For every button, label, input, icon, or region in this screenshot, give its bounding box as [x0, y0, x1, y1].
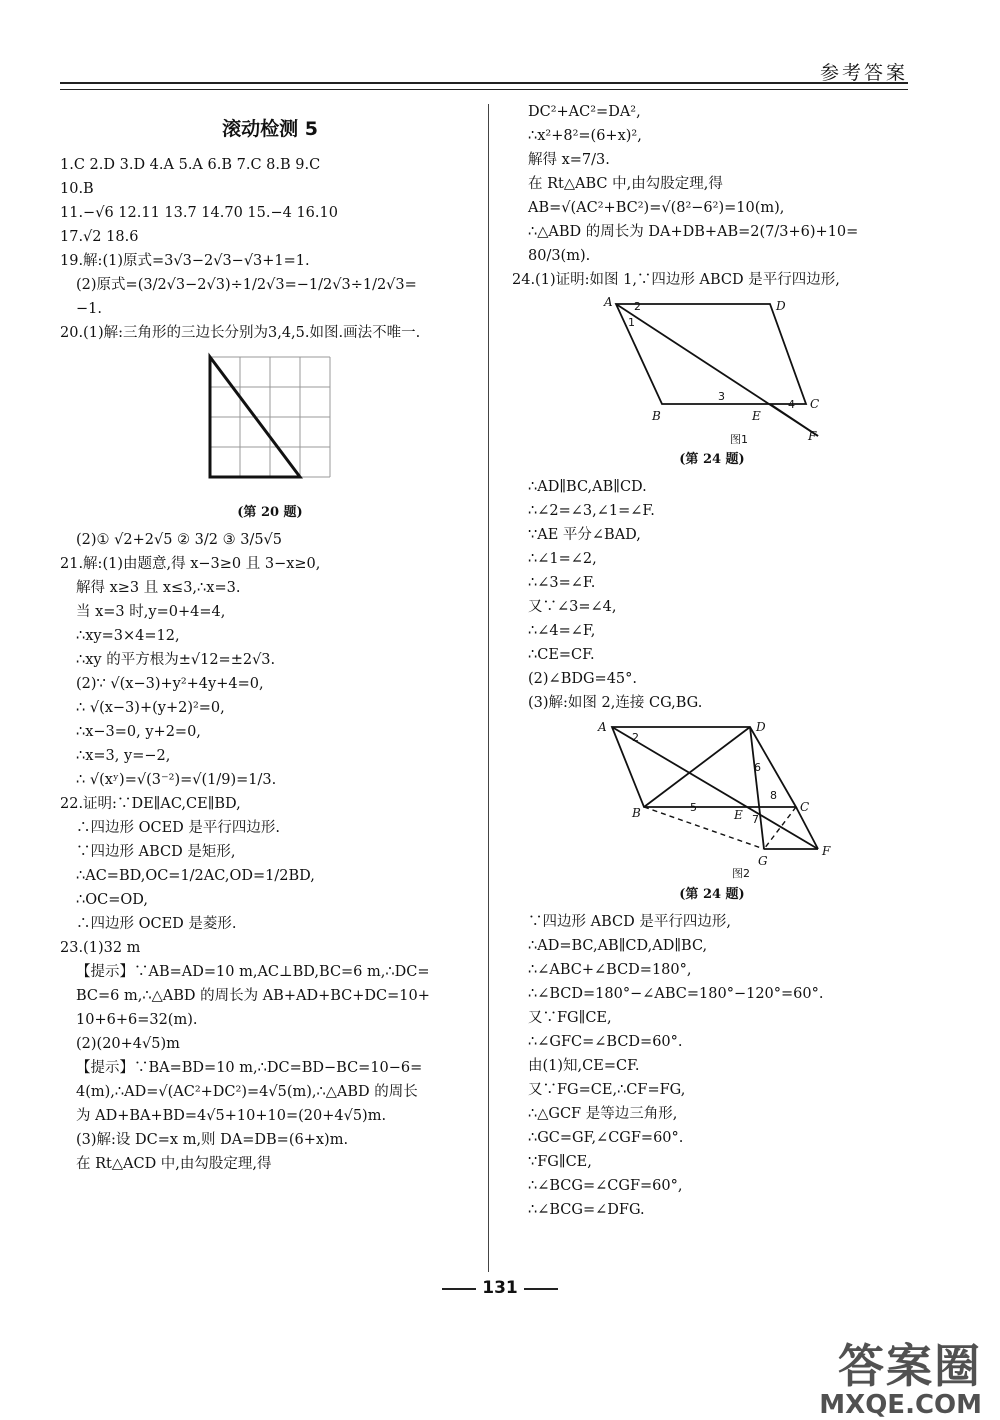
answer-line: 21.解:(1)由题意,得 x−3≥0 且 3−x≥0,: [60, 556, 321, 572]
answer-line: 4(m),∴AD=√(AC²+DC²)=4√5(m),∴△ABD 的周长: [76, 1084, 418, 1100]
answer-line: AB=√(AC²+BC²)=√(8²−6²)=10(m),: [528, 200, 785, 216]
answer-line: 解得 x≥3 且 x≤3,∴x=3.: [76, 580, 241, 596]
svg-text:E: E: [734, 808, 743, 822]
answer-line: 22.证明:∵DE∥AC,CE∥BD,: [60, 796, 241, 812]
svg-text:3: 3: [718, 390, 725, 403]
answer-line: −1.: [76, 301, 102, 317]
answer-line: DC²+AC²=DA²,: [528, 104, 641, 120]
svg-text:6: 6: [754, 761, 761, 774]
right-answers-part-3: [512, 910, 912, 1222]
answer-line: 又∵FG=CE,∴CF=FG,: [528, 1082, 686, 1098]
answer-line: (2)∠BDG=45°.: [528, 671, 638, 687]
answer-line: 解得 x=7/3.: [528, 152, 610, 168]
answer-line: 24.(1)证明:如图 1,∵四边形 ABCD 是平行四边形,: [512, 272, 840, 288]
fig1-point-e: E: [752, 409, 761, 423]
fig1-point-f: F: [808, 429, 817, 443]
answer-line: ∴四边形 OCED 是菱形.: [76, 916, 237, 932]
answer-line: ∴xy=3×4=12,: [76, 628, 180, 644]
answer-line: ∴∠BCD=180°−∠ABC=180°−120°=60°.: [528, 986, 824, 1002]
answer-line: (2)∵ √(x−3)+y²+4y+4=0,: [76, 676, 264, 692]
answer-line: 19.解:(1)原式=3√3−2√3−√3+1=1.: [60, 253, 310, 269]
answer-line: 为 AD+BA+BD=4√5+10+10=(20+4√5)m.: [76, 1108, 387, 1124]
answer-line: ∴∠BCG=∠CGF=60°,: [528, 1178, 683, 1194]
answer-line: 80/3(m).: [528, 248, 591, 264]
answer-line: ∴ √(xʸ)=√(3⁻²)=√(1/9)=1/3.: [76, 772, 277, 788]
answer-line: 10+6+6=32(m).: [76, 1012, 198, 1028]
svg-text:5: 5: [690, 801, 697, 814]
answer-line: (3)解:如图 2,连接 CG,BG.: [528, 695, 703, 711]
answer-line: 17.√2 18.6: [60, 229, 139, 245]
answer-line: ∴OC=OD,: [76, 892, 148, 908]
answer-line: ∴∠1=∠2,: [528, 551, 597, 567]
watermark-logo: 答案圈 MXQE.COM: [819, 1339, 982, 1420]
answer-line: ∴∠2=∠3,∠1=∠F.: [528, 503, 655, 519]
figure-20-grid-triangle: [200, 349, 340, 497]
right-column: [512, 100, 912, 1222]
answer-line: ∵四边形 ABCD 是平行四边形,: [528, 914, 731, 930]
svg-text:8: 8: [770, 789, 777, 802]
answer-line: ∴AD∥BC,AB∥CD.: [528, 479, 647, 495]
header-title: 参考答案: [819, 62, 908, 84]
answer-line: 由(1)知,CE=CF.: [528, 1058, 640, 1074]
answer-line: (3)解:设 DC=x m,则 DA=DB=(6+x)m.: [76, 1132, 349, 1148]
header-rule: [60, 82, 908, 90]
fig1-label: 图1: [730, 433, 748, 444]
right-answers-part-1: [512, 100, 912, 292]
answer-line: ∴x−3=0, y+2=0,: [76, 724, 201, 740]
answer-line: (2)① √2+2√5 ② 3/2 ③ 3/5√5: [76, 532, 283, 548]
svg-text:7: 7: [752, 813, 759, 826]
answer-line: ∴xy 的平方根为±√12=±2√3.: [76, 652, 276, 668]
answer-line: 在 Rt△ACD 中,由勾股定理,得: [76, 1156, 272, 1172]
answer-line: ∴∠BCG=∠DFG.: [528, 1202, 645, 1218]
answer-line: ∴x=3, y=−2,: [76, 748, 171, 764]
fig1-point-d: D: [776, 299, 786, 313]
answer-line: ∵四边形 ABCD 是矩形,: [76, 844, 236, 860]
left-answers-part-1: [60, 153, 480, 345]
answer-line: 又∵FG∥CE,: [528, 1010, 612, 1026]
answer-line: 23.(1)32 m: [60, 940, 141, 956]
answer-line: ∵AE 平分∠BAD,: [528, 527, 641, 543]
figure-24-2-caption: (第 24 题): [679, 887, 745, 902]
answer-line: 20.(1)解:三角形的三边长分别为3,4,5.如图.画法不唯一.: [60, 325, 421, 341]
figure-20-caption: (第 20 题): [237, 505, 303, 520]
answer-line: ∴△ABD 的周长为 DA+DB+AB=2(7/3+6)+10=: [528, 224, 859, 240]
answer-line: 1.C 2.D 3.D 4.A 5.A 6.B 7.C 8.B 9.C: [60, 157, 321, 173]
answer-line: ∴AC=BD,OC=1/2AC,OD=1/2BD,: [76, 868, 315, 884]
svg-text:2: 2: [632, 731, 639, 744]
answer-line: ∴ √(x−3)+(y+2)²=0,: [76, 700, 225, 716]
svg-text:D: D: [756, 720, 766, 734]
answer-line: 当 x=3 时,y=0+4=4,: [76, 604, 226, 620]
svg-text:2: 2: [634, 300, 641, 313]
svg-text:G: G: [758, 854, 768, 868]
answer-line: ∴∠3=∠F.: [528, 575, 596, 591]
answer-line: ∴∠GFC=∠BCD=60°.: [528, 1034, 683, 1050]
svg-text:C: C: [800, 800, 810, 814]
answer-line: ∴x²+8²=(6+x)²,: [528, 128, 642, 144]
answer-line: 【提示】∵BA=BD=10 m,∴DC=BD−BC=10−6=: [76, 1060, 423, 1076]
page-number: 131: [0, 1278, 1000, 1298]
answer-line: (2)(20+4√5)m: [76, 1036, 180, 1052]
right-answers-part-2: [512, 475, 912, 715]
section-title: 滚动检测 5: [222, 118, 318, 140]
column-divider: [488, 104, 489, 1272]
answer-line: ∴CE=CF.: [528, 647, 595, 663]
svg-text:F: F: [822, 844, 831, 858]
svg-text:4: 4: [788, 398, 795, 411]
answer-line: ∴∠4=∠F,: [528, 623, 596, 639]
figure-24-2-parallelogram: [592, 719, 832, 879]
answer-line: ∴AD=BC,AB∥CD,AD∥BC,: [528, 938, 708, 954]
answer-line: ∴∠ABC+∠BCD=180°,: [528, 962, 692, 978]
answer-line: ∴GC=GF,∠CGF=60°.: [528, 1130, 684, 1146]
figure-24-1-parallelogram: [592, 296, 832, 444]
fig2-label: 图2: [732, 867, 750, 879]
left-answers-part-2: [60, 528, 480, 1176]
figure-24-1-caption: (第 24 题): [679, 452, 745, 467]
answer-line: 在 Rt△ABC 中,由勾股定理,得: [528, 176, 723, 192]
answer-line: (2)原式=(3/2√3−2√3)÷1/2√3=−1/2√3÷1/2√3=: [76, 277, 417, 293]
answer-line: ∵FG∥CE,: [528, 1154, 592, 1170]
answer-line: 又∵∠3=∠4,: [528, 599, 617, 615]
svg-text:A: A: [598, 720, 607, 734]
fig1-point-c: C: [810, 397, 820, 411]
svg-text:1: 1: [628, 316, 635, 329]
fig1-point-a: A: [604, 296, 613, 309]
answer-line: 11.−√6 12.11 13.7 14.70 15.−4 16.10: [60, 205, 338, 221]
fig1-point-b: B: [652, 409, 661, 423]
answer-line: 10.B: [60, 181, 94, 197]
answer-line: 【提示】∵AB=AD=10 m,AC⊥BD,BC=6 m,∴DC=: [76, 964, 430, 980]
answer-line: ∴△GCF 是等边三角形,: [528, 1106, 678, 1122]
svg-text:B: B: [632, 806, 641, 820]
left-column: [60, 100, 480, 1176]
answer-line: ∴四边形 OCED 是平行四边形.: [76, 820, 281, 836]
answer-line: BC=6 m,∴△ABD 的周长为 AB+AD+BC+DC=10+: [76, 988, 430, 1004]
